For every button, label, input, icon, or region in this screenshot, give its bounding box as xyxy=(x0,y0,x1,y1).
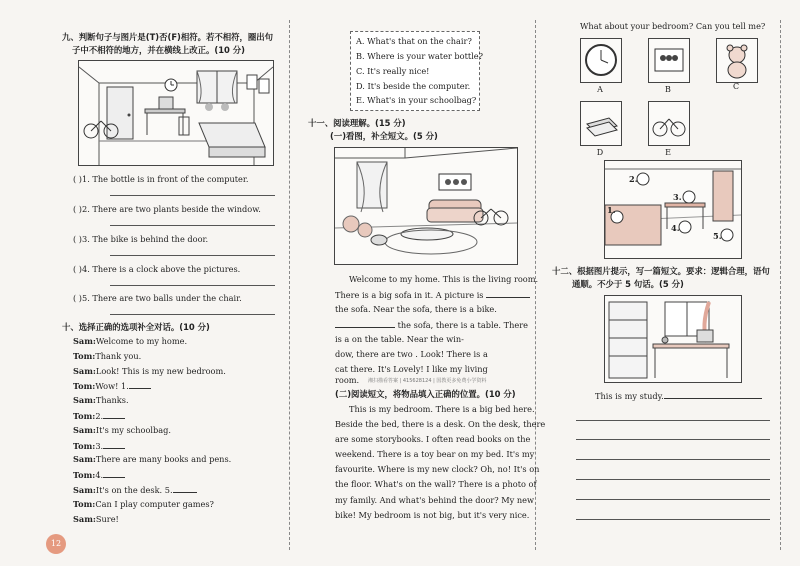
dialogue-line: Tom:4. xyxy=(73,469,231,484)
option-d: D. It's beside the computer. xyxy=(356,81,471,91)
page-number: 12 xyxy=(46,534,66,554)
passage2-line: are some storybooks. I often read books on the xyxy=(335,434,531,445)
section12-title-line2: 通顺。不少于 5 句话。(5 分) xyxy=(572,279,684,289)
dialogue-line: Tom:Wow! 1. xyxy=(73,380,231,395)
section9-title: 九、判断句子与图片是(T)否(F)相符。若不相符，圈出句 xyxy=(62,32,273,42)
bedroom-slots-picture xyxy=(604,160,742,259)
label-a: A xyxy=(597,85,603,94)
option-a: A. What's that on the chair? xyxy=(356,36,472,46)
writing-line[interactable] xyxy=(576,519,770,520)
bike-picture xyxy=(648,101,690,146)
passage2-line: weekend. There is a toy bear on my bed. It's my xyxy=(335,449,535,460)
dialogue-line: Sam:There are many books and pens. xyxy=(73,454,232,465)
passage2-line: Beside the bed, there is a desk. On the desk, there xyxy=(335,419,546,430)
column-divider-left xyxy=(289,20,290,550)
section10-title: 十、选择正确的选项补全对话。(10 分) xyxy=(62,322,210,332)
section11-part1-title: (一)看图，补全短文。(5 分) xyxy=(330,131,438,141)
options-box xyxy=(350,31,484,111)
writing-start: This is my study. xyxy=(595,390,762,401)
section9-title-line2: 子中不相符的地方，并在横线上改正。(10 分) xyxy=(72,45,245,55)
passage2-line: This is my bedroom. There is a big bed here. xyxy=(349,404,535,414)
watermark: 湘扫描看答案 | 415628124 | 国教更多免费小学资料 xyxy=(368,378,487,384)
passage1-line: Welcome to my home. This is the living room. xyxy=(349,274,539,284)
passage2 xyxy=(335,404,545,525)
right-question: What about your bedroom? Can you tell me? xyxy=(580,21,766,31)
slot-number-5: 5. xyxy=(713,231,722,241)
option-e: E. What's in your schoolbag? xyxy=(356,95,477,105)
writing-line[interactable] xyxy=(576,439,770,440)
photo-picture xyxy=(648,38,690,83)
dialogue-line: Tom:Can I play computer games? xyxy=(73,498,214,509)
clock-picture xyxy=(580,38,622,83)
passage1-line: is a on the table. Near the win- xyxy=(335,334,464,344)
passage1 xyxy=(335,274,538,379)
option-c: C. It's really nice! xyxy=(356,66,430,76)
dialogue-line: Sam:Thanks. xyxy=(73,395,129,406)
dialogue-line: Tom:2. xyxy=(73,410,231,425)
toy-bear-picture xyxy=(716,38,758,83)
writing-line[interactable] xyxy=(576,479,770,480)
section12-title: 十二、根据图片提示，写一篇短文。要求：逻辑合理，语句 xyxy=(552,266,770,276)
passage2-line: the floor. What's on the wall? There is a photo of xyxy=(335,479,537,490)
passage1-line: dow, there are two . Look! There is a xyxy=(335,349,488,359)
storybooks-picture xyxy=(580,101,622,146)
passage2-line: favourite. Where is my new clock? Oh, no! It's on xyxy=(335,464,540,475)
passage1-line: There is a big sofa in it. A picture is xyxy=(335,289,538,304)
passage1-line: cat there. It's Lovely! I like my living xyxy=(335,364,488,374)
passage1-line: room. xyxy=(335,375,360,385)
s9-item-3: ( )3. The bike is behind the door. xyxy=(73,234,209,244)
answer-line[interactable] xyxy=(110,195,275,196)
answer-line[interactable] xyxy=(110,285,275,286)
dialogue-line: Sam:Sure! xyxy=(73,513,119,524)
label-c: C xyxy=(732,82,740,91)
label-e: E xyxy=(665,148,671,157)
writing-line[interactable] xyxy=(576,420,770,421)
writing-line[interactable] xyxy=(576,459,770,460)
slot-number-1: 1. xyxy=(607,205,616,215)
living-room-picture xyxy=(334,147,518,265)
dialogue-line: Sam:Look! This is my new bedroom. xyxy=(73,365,226,376)
dialogue-line: Sam:It's on the desk. 5. xyxy=(73,484,231,499)
s9-item-4: ( )4. There is a clock above the pictures. xyxy=(73,264,241,274)
dialogue-line: Sam:Welcome to my home. xyxy=(73,336,188,346)
bedroom-picture xyxy=(78,60,274,166)
slot-number-3: 3. xyxy=(673,192,682,202)
answer-line[interactable] xyxy=(110,225,275,226)
section11-part2-title: (二)阅读短文，将物品填入正确的位置。(10 分) xyxy=(335,389,516,399)
option-b: B. Where is your water bottle? xyxy=(356,51,484,61)
writing-line[interactable] xyxy=(576,499,770,500)
dialogue-line: Tom:3. xyxy=(73,440,231,455)
label-b: B xyxy=(665,85,671,94)
answer-line[interactable] xyxy=(110,255,275,256)
passage1-line: the sofa. Near the sofa, there is a bike. xyxy=(335,304,497,314)
dialogue-line: Sam:It's my schoolbag. xyxy=(73,424,171,435)
passage2-line: my family. And what's behind the door? My new xyxy=(335,494,535,505)
s9-item-5: ( )5. There are two balls under the chair. xyxy=(73,293,242,303)
binding-line xyxy=(780,20,781,550)
study-picture xyxy=(604,295,742,383)
s9-item-1: ( )1. The bottle is in front of the computer. xyxy=(73,174,249,184)
answer-line[interactable] xyxy=(110,314,275,315)
s9-item-2: ( )2. There are two plants beside the window. xyxy=(73,204,261,214)
dialogue xyxy=(73,336,231,528)
section11-title: 十一、阅读理解。(15 分) xyxy=(308,118,406,128)
slot-number-4: 4. xyxy=(671,223,680,233)
passage2-line: bike! My bedroom is not big, but it's very nice. xyxy=(335,509,530,520)
dialogue-line: Tom:Thank you. xyxy=(73,350,142,361)
passage1-line: the sofa, there is a table. There xyxy=(335,319,538,334)
slot-number-2: 2. xyxy=(629,174,638,184)
label-d: D xyxy=(596,148,604,157)
